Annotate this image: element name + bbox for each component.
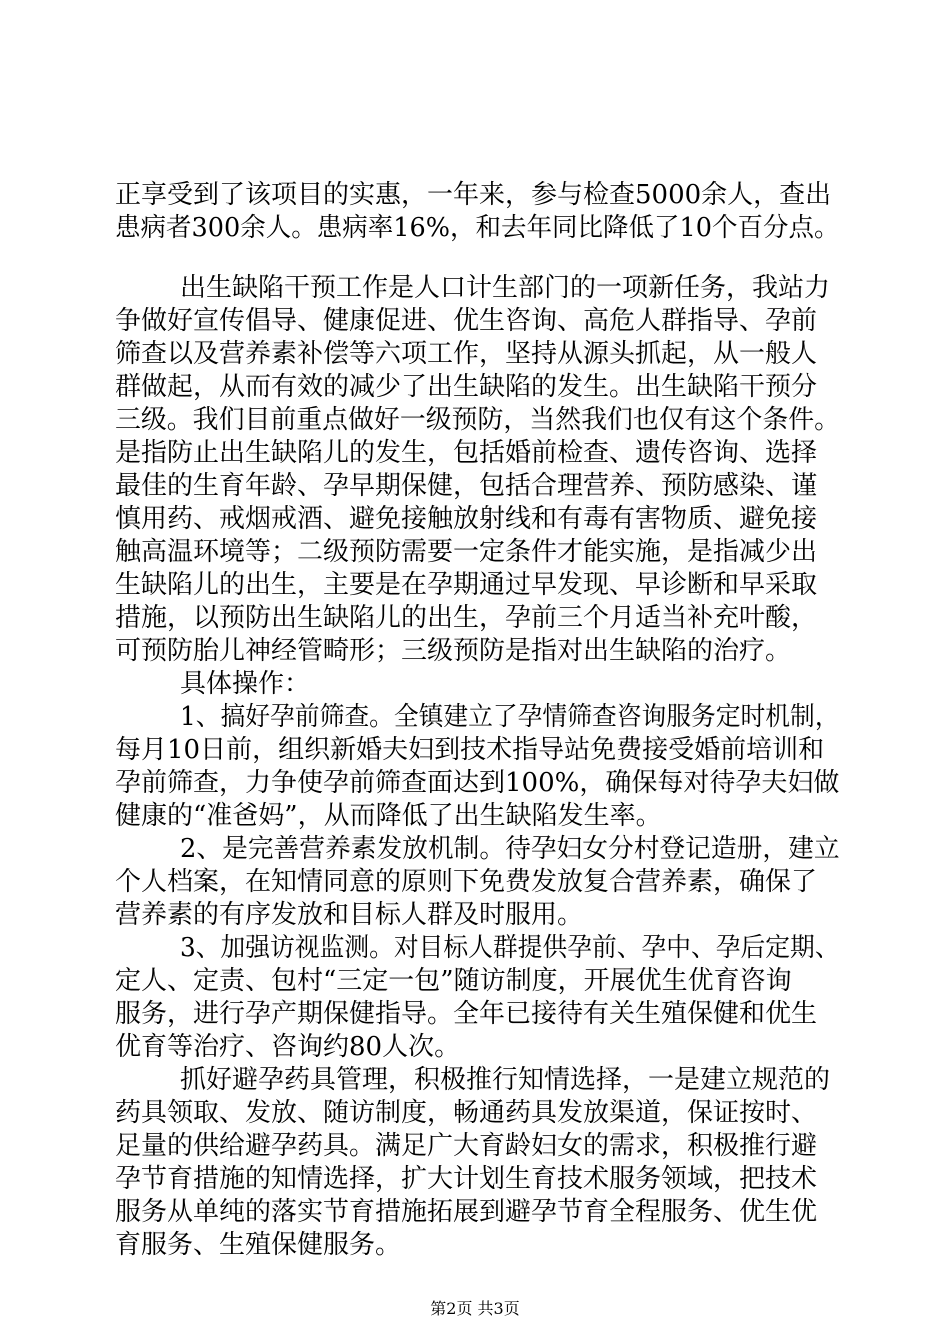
text-line: 个人档案，在知情同意的原则下免费发放复合营养素，确保了 bbox=[115, 867, 818, 897]
text-line: 患病者300余人。患病率16%，和去年同比降低了10个百分点。 bbox=[115, 213, 840, 243]
text-line: 服务从单纯的落实节育措施拓展到避孕节育全程服务、优生优 bbox=[115, 1197, 818, 1227]
text-line: 出生缺陷干预工作是人口计生部门的一项新任务，我站力 bbox=[180, 273, 831, 303]
text-line: 触高温环境等；二级预防需要一定条件才能实施，是指减少出 bbox=[115, 537, 818, 567]
text-line: 孕节育措施的知情选择，扩大计划生育技术服务领域，把技术 bbox=[115, 1164, 818, 1194]
text-line: 具体操作： bbox=[180, 669, 311, 699]
text-line: 定人、定责、包村“三定一包”随访制度，开展优生优育咨询 bbox=[115, 966, 792, 996]
text-line: 每月10日前，组织新婚夫妇到技术指导站免费接受婚前培训和 bbox=[115, 735, 825, 765]
text-line: 抓好避孕药具管理，积极推行知情选择，一是建立规范的 bbox=[180, 1065, 831, 1095]
text-line: 2、是完善营养素发放机制。待孕妇女分村登记造册，建立 bbox=[180, 834, 840, 864]
text-line: 健康的“准爸妈”，从而降低了出生缺陷发生率。 bbox=[115, 801, 662, 831]
text-line: 营养素的有序发放和目标人群及时服用。 bbox=[115, 900, 584, 930]
text-line: 可预防胎儿神经管畸形；三级预防是指对出生缺陷的治疗。 bbox=[115, 636, 792, 666]
text-line: 正享受到了该项目的实惠，一年来，参与检查5000余人，查出 bbox=[115, 180, 832, 210]
text-line: 是指防止出生缺陷儿的发生，包括婚前检查、遗传咨询、选择 bbox=[115, 438, 818, 468]
text-line: 药具领取、发放、随访制度，畅通药具发放渠道，保证按时、 bbox=[115, 1098, 818, 1128]
text-line: 群做起，从而有效的减少了出生缺陷的发生。出生缺陷干预分 bbox=[115, 372, 818, 402]
text-line: 育服务、生殖保健服务。 bbox=[115, 1230, 402, 1260]
text-line: 孕前筛查，力争使孕前筛查面达到100%，确保每对待孕夫妇做 bbox=[115, 768, 840, 798]
text-line: 3、加强访视监测。对目标人群提供孕前、孕中、孕后定期、 bbox=[180, 933, 840, 963]
text-line: 服务，进行孕产期保健指导。全年已接待有关生殖保健和优生 bbox=[115, 999, 818, 1029]
page-footer: 第2页 共3页 bbox=[430, 1299, 520, 1318]
text-line: 生缺陷儿的出生，主要是在孕期通过早发现、早诊断和早采取 bbox=[115, 570, 818, 600]
text-line: 筛查以及营养素补偿等六项工作，坚持从源头抓起，从一般人 bbox=[115, 339, 818, 369]
text-line: 慎用药、戒烟戒酒、避免接触放射线和有毒有害物质、避免接 bbox=[115, 504, 818, 534]
text-line: 优育等治疗、咨询约80人次。 bbox=[115, 1032, 461, 1062]
text-line: 措施，以预防出生缺陷儿的出生，孕前三个月适当补充叶酸， bbox=[115, 603, 818, 633]
text-line: 最佳的生育年龄、孕早期保健，包括合理营养、预防感染、谨 bbox=[115, 471, 818, 501]
text-line: 争做好宣传倡导、健康促进、优生咨询、高危人群指导、孕前 bbox=[115, 306, 818, 336]
text-line: 足量的供给避孕药具。满足广大育龄妇女的需求，积极推行避 bbox=[115, 1131, 818, 1161]
text-line: 1、搞好孕前筛查。全镇建立了孕情筛查咨询服务定时机制， bbox=[180, 702, 840, 732]
text-line: 三级。我们目前重点做好一级预防，当然我们也仅有这个条件。 bbox=[115, 405, 841, 435]
